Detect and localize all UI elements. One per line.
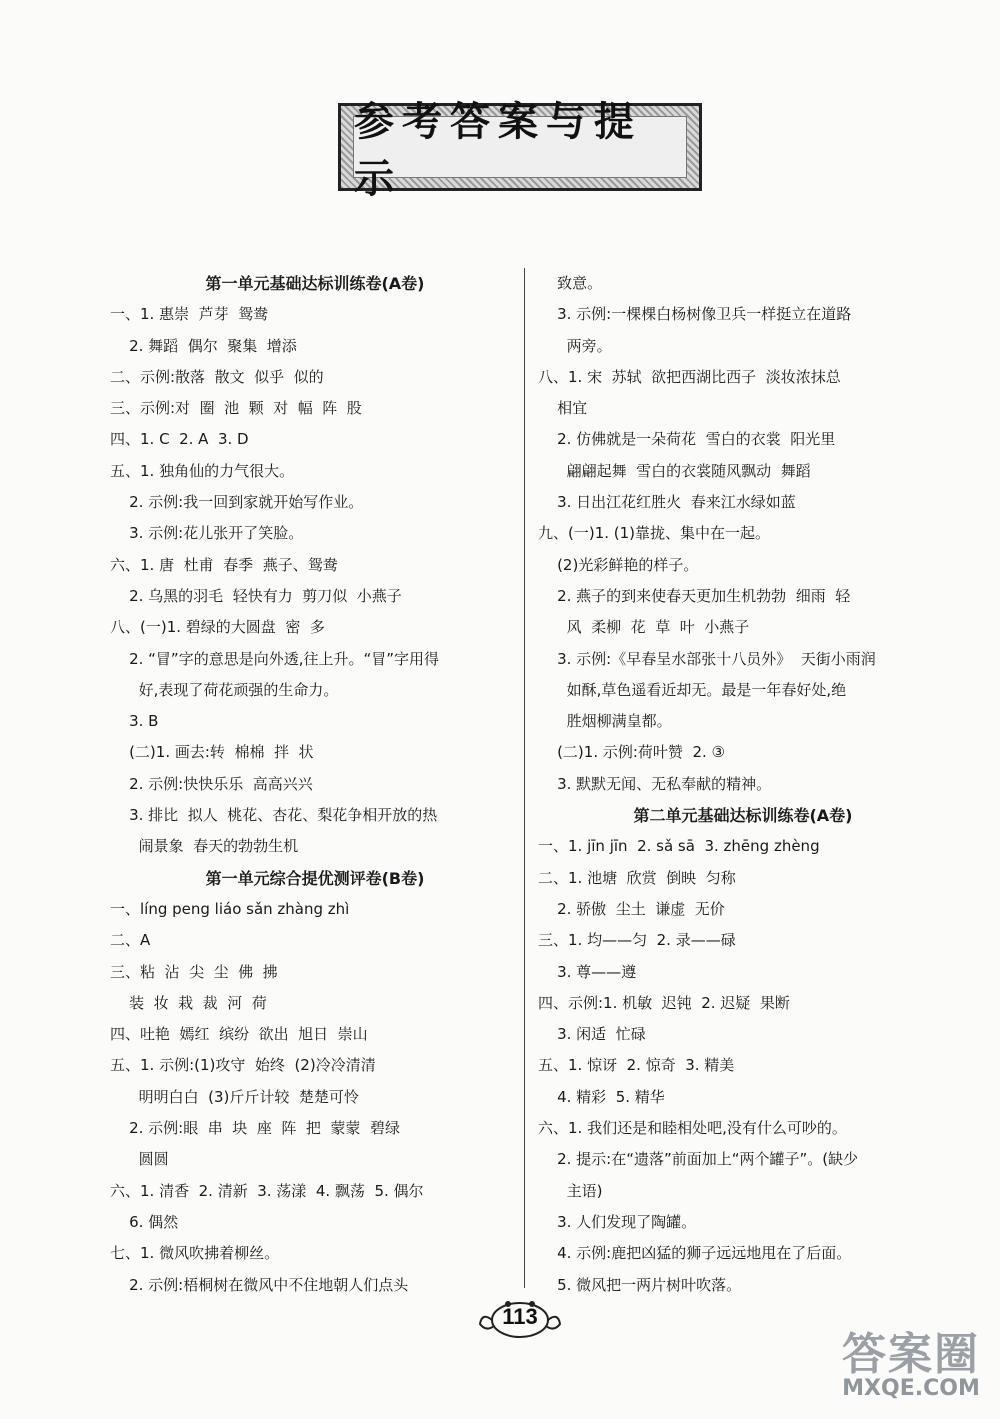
- answer-line: 五、1. 示例:(1)攻守 始终 (2)冷冷清清: [110, 1056, 376, 1075]
- answer-line: 二、示例:散落 散文 似乎 似的: [110, 367, 324, 386]
- answer-line: 4. 精彩 5. 精华: [538, 1087, 665, 1106]
- answer-line: 2. 骄傲 尘土 谦虚 无价: [538, 899, 725, 918]
- answer-line: 主语): [538, 1181, 603, 1200]
- answer-line: 五、1. 惊讶 2. 惊奇 3. 精美: [538, 1056, 735, 1075]
- answer-line: 第二单元基础达标训练卷(A卷): [633, 806, 853, 826]
- answer-line: 好,表现了荷花顽强的生命力。: [110, 680, 339, 699]
- answer-line: 3. 日出江花红胜火 春来江水绿如蓝: [538, 493, 796, 512]
- answer-line: 第一单元综合提优测评卷(B卷): [205, 868, 425, 888]
- answer-line: 四、1. C 2. A 3. D: [110, 430, 249, 449]
- answer-line: 3. 排比 拟人 桃花、杏花、梨花争相开放的热: [110, 806, 438, 825]
- answer-line: 闹景象 春天的勃勃生机: [110, 837, 299, 856]
- answer-line: 风 柔柳 花 草 叶 小燕子: [538, 618, 750, 637]
- answer-line: (二)1. 示例:荷叶赞 2. ③: [538, 743, 725, 762]
- answer-line: 八、(一)1. 碧绿的大圆盘 密 多: [110, 618, 325, 637]
- answer-line: (二)1. 画去:转 棉棉 拌 状: [110, 743, 314, 762]
- page-number: 113: [502, 1304, 538, 1329]
- answer-line: 6. 偶然: [110, 1212, 179, 1231]
- answer-line: 一、líng peng liáo sǎn zhàng zhì: [110, 899, 350, 918]
- answer-line: (2)光彩鲜艳的样子。: [538, 555, 699, 574]
- answer-line: 四、示例:1. 机敏 迟钝 2. 迟疑 果断: [538, 993, 790, 1012]
- answer-line: 3. 闲适 忙碌: [538, 1025, 646, 1044]
- answer-line: 3. 示例:《早春呈水部张十八员外》 天街小雨润: [538, 649, 876, 668]
- answer-line: 胜烟柳满皇都。: [538, 712, 672, 731]
- answer-line: 3. 示例:花儿张开了笑脸。: [110, 524, 304, 543]
- answer-line: 2. 示例:梧桐树在微风中不住地朝人们点头: [110, 1275, 409, 1294]
- answer-line: 八、1. 宋 苏轼 欲把西湖比西子 淡妆浓抹总: [538, 367, 841, 386]
- watermark: [836, 1318, 986, 1410]
- right-column: [538, 268, 948, 1301]
- page-number-badge: [478, 1298, 562, 1342]
- answer-line: 六、1. 清香 2. 清新 3. 荡漾 4. 飘荡 5. 偶尔: [110, 1181, 424, 1200]
- answer-line: 如酥,草色遥看近却无。最是一年春好处,绝: [538, 680, 847, 699]
- answer-line: 2. 乌黑的羽毛 轻快有力 剪刀似 小燕子: [110, 586, 402, 605]
- answer-line: 两旁。: [538, 336, 612, 355]
- answer-line: 2. 舞蹈 偶尔 聚集 增添: [110, 336, 297, 355]
- answer-line: 3. 示例:一棵棵白杨树像卫兵一样挺立在道路: [538, 305, 852, 324]
- answer-line: 二、1. 池塘 欣赏 倒映 匀称: [538, 868, 736, 887]
- answer-line: 2. “冒”字的意思是向外透,往上升。“冒”字用得: [110, 649, 440, 668]
- answer-line: 2. 示例:眼 串 块 座 阵 把 蒙蒙 碧绿: [110, 1119, 400, 1138]
- answer-line: 二、A: [110, 931, 151, 950]
- answer-line: 三、示例:对 圈 池 颗 对 幅 阵 股: [110, 399, 362, 418]
- answer-line: 3. B: [110, 712, 159, 731]
- answer-line: 3. 默默无闻、无私奉献的精神。: [538, 774, 772, 793]
- answer-line: 三、1. 均——匀 2. 录——碌: [538, 931, 736, 950]
- title-banner-inner: [353, 99, 687, 202]
- answer-line: 一、1. jīn jīn 2. sǎ sā 3. zhēng zhèng: [538, 837, 820, 856]
- answer-line: 2. 提示:在“遗落”前面加上“两个罐子”。(缺少: [538, 1150, 859, 1169]
- answer-line: 一、1. 惠崇 芦芽 鸳鸯: [110, 305, 269, 324]
- answer-line: 四、吐艳 嫣红 缤纷 欲出 旭日 崇山: [110, 1025, 368, 1044]
- answer-line: 五、1. 独角仙的力气很大。: [110, 461, 295, 480]
- answer-line: 三、粘 沾 尖 尘 佛 拂: [110, 962, 278, 981]
- answer-line: 致意。: [538, 274, 603, 292]
- column-divider: [524, 268, 525, 1288]
- answer-line: 第一单元基础达标训练卷(A卷): [205, 274, 425, 293]
- answer-line: 2. 示例:我一回到家就开始写作业。: [110, 493, 364, 512]
- answer-line: 2. 燕子的到来使春天更加生机勃勃 细雨 轻: [538, 586, 851, 605]
- answer-line: 4. 示例:鹿把凶猛的狮子远远地甩在了后面。: [538, 1244, 852, 1263]
- answer-line: 七、1. 微风吹拂着柳丝。: [110, 1244, 280, 1263]
- page-title: 参考答案与提示: [354, 99, 642, 202]
- answer-line: 圆圆: [110, 1150, 169, 1169]
- watermark-url: MXQE.COM: [842, 1376, 980, 1401]
- watermark-logo: 答案圈: [842, 1329, 980, 1380]
- answer-line: 3. 人们发现了陶罐。: [538, 1212, 697, 1231]
- left-column: [110, 268, 520, 1301]
- answer-line: 明明白白 (3)斤斤计较 楚楚可怜: [110, 1087, 359, 1106]
- answer-line: 六、1. 我们还是和睦相处吧,没有什么可吵的。: [538, 1119, 847, 1138]
- answer-line: 2. 示例:快快乐乐 高高兴兴: [110, 774, 313, 793]
- answer-line: 翩翩起舞 雪白的衣裳随风飘动 舞蹈: [538, 461, 811, 480]
- answer-line: 2. 仿佛就是一朵荷花 雪白的衣裳 阳光里: [538, 430, 836, 449]
- answer-line: 相宜: [538, 399, 588, 418]
- answer-line: 3. 尊——遵: [538, 962, 637, 981]
- title-banner: [338, 99, 702, 202]
- answer-line: 5. 微风把一两片树叶吹落。: [538, 1275, 742, 1294]
- answer-line: 装 妆 栽 裁 河 荷: [110, 993, 267, 1012]
- answer-line: 六、1. 唐 杜甫 春季 燕子、鸳鸯: [110, 555, 338, 574]
- answer-line: 九、(一)1. (1)靠拢、集中在一起。: [538, 524, 771, 543]
